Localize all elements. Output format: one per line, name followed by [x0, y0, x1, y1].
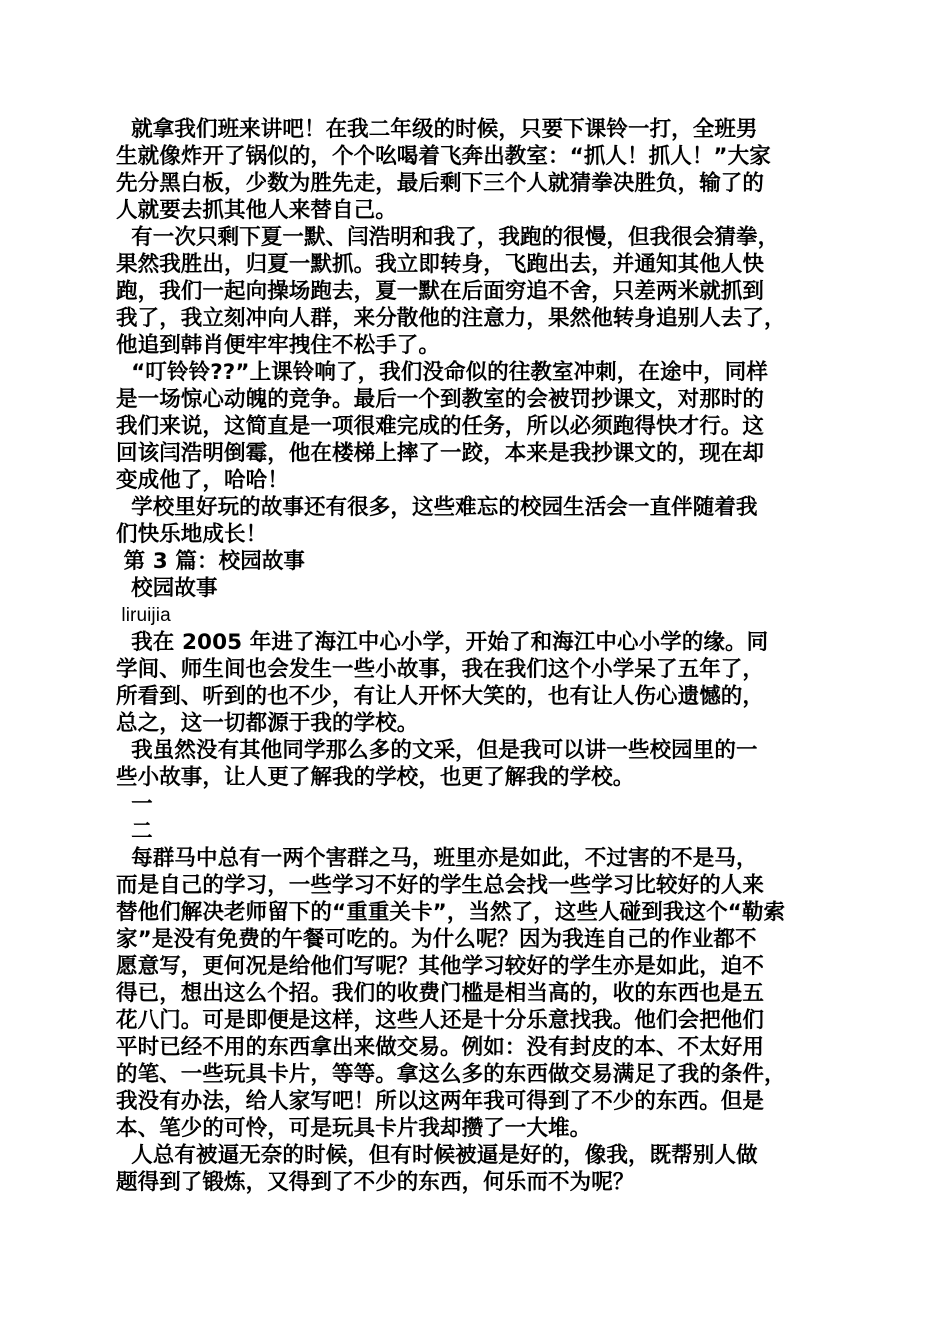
text-line: 人总有被逼无奈的时候，但有时候被逼是好的，像我，既帮别人做	[116, 1143, 758, 1168]
text-line: 本、笔少的可怜，可是玩具卡片我却攒了一大堆。	[116, 1116, 592, 1141]
text-line: 变成他了，哈哈！	[116, 468, 289, 493]
text-line: 学校里好玩的故事还有很多，这些难忘的校园生活会一直伴随着我	[116, 495, 758, 520]
text-line: 的笔、一些玩具卡片，等等。拿这么多的东西做交易满足了我的条件，	[116, 1062, 786, 1087]
text-line: 替他们解决老师留下的“重重关卡”，当然了，这些人碰到我这个“勒索	[116, 900, 786, 925]
subsection-marker: 一	[116, 792, 153, 817]
text-line: 他追到韩肖便牢牢拽住不松手了。	[116, 333, 441, 358]
text-line: 花八门。可是即便是这样，这些人还是十分乐意找我。他们会把他们	[116, 1008, 765, 1033]
text-line: 果然我胜出，归夏一默抓。我立即转身，飞跑出去，并通知其他人快	[116, 252, 765, 277]
subsection-marker: 二	[116, 819, 153, 844]
text-line: 些小故事，让人更了解我的学校，也更了解我的学校。	[116, 765, 635, 790]
text-line: 愿意写，更何况是给他们写呢？其他学习较好的学生亦是如此，迫不	[116, 954, 765, 979]
text-line: 回该闫浩明倒霉，他在楼梯上摔了一跤，本来是我抄课文的，现在却	[116, 441, 765, 466]
text-line: 所看到、听到的也不少，有让人开怀大笑的，也有让人伤心遗憾的，	[116, 684, 765, 709]
text-line: 我虽然没有其他同学那么多的文采，但是我可以讲一些校园里的一	[116, 738, 758, 763]
text-line: 我了，我立刻冲向人群，来分散他的注意力，果然他转身追别人去了，	[116, 306, 786, 331]
text-line: 跑，我们一起向操场跑去，夏一默在后面穷追不舍，只差两米就抓到	[116, 279, 765, 304]
section-heading: 第 3 篇：校园故事	[116, 549, 306, 574]
text-line: 生就像炸开了锅似的，个个吆喝着飞奔出教室：“抓人！抓人！”大家	[116, 144, 771, 169]
article-title: 校园故事	[116, 576, 218, 601]
text-line: 是一场惊心动魄的竞争。最后一个到教室的会被罚抄课文，对那时的	[116, 387, 765, 412]
text-line: 我们来说，这简直是一项很难完成的任务，所以必须跑得快才行。这	[116, 414, 765, 439]
text-line: 平时已经不用的东西拿出来做交易。例如：没有封皮的本、不太好用	[116, 1035, 765, 1060]
text-line: 得已，想出这么个招。我们的收费门槛是相当高的，收的东西也是五	[116, 981, 765, 1006]
text-line: 题得到了锻炼，又得到了不少的东西，何乐而不为呢？	[116, 1170, 635, 1195]
text-line: 而是自己的学习，一些学习不好的学生总会找一些学习比较好的人来	[116, 873, 765, 898]
text-line: 学间、师生间也会发生一些小故事，我在我们这个小学呆了五年了，	[116, 657, 765, 682]
text-line: 总之，这一切都源于我的学校。	[116, 711, 419, 736]
text-line: 们快乐地成长！	[116, 522, 268, 547]
document-page	[116, 116, 848, 1196]
text-line: “叮铃铃??”上课铃响了，我们没命似的往教室冲刺，在途中，同样	[116, 360, 768, 385]
text-line: 家”是没有免费的午餐可吃的。为什么呢？因为我连自己的作业都不	[116, 927, 757, 952]
text-line: 就拿我们班来讲吧！在我二年级的时候，只要下课铃一打，全班男	[116, 117, 758, 142]
text-line: 我没有办法，给人家写吧！所以这两年我可得到了不少的东西。但是	[116, 1089, 765, 1114]
text-line: 有一次只剩下夏一默、闫浩明和我了，我跑的很慢，但我很会猜拳，	[116, 225, 780, 250]
author-name: liruijia	[116, 605, 171, 626]
text-line: 我在 2005 年进了海江中心小学，开始了和海江中心小学的缘。同	[116, 630, 769, 655]
text-line: 先分黑白板，少数为胜先走，最后剩下三个人就猜拳决胜负，输了的	[116, 171, 765, 196]
text-line: 人就要去抓其他人来替自己。	[116, 198, 397, 223]
text-line: 每群马中总有一两个害群之马，班里亦是如此，不过害的不是马，	[116, 846, 758, 871]
